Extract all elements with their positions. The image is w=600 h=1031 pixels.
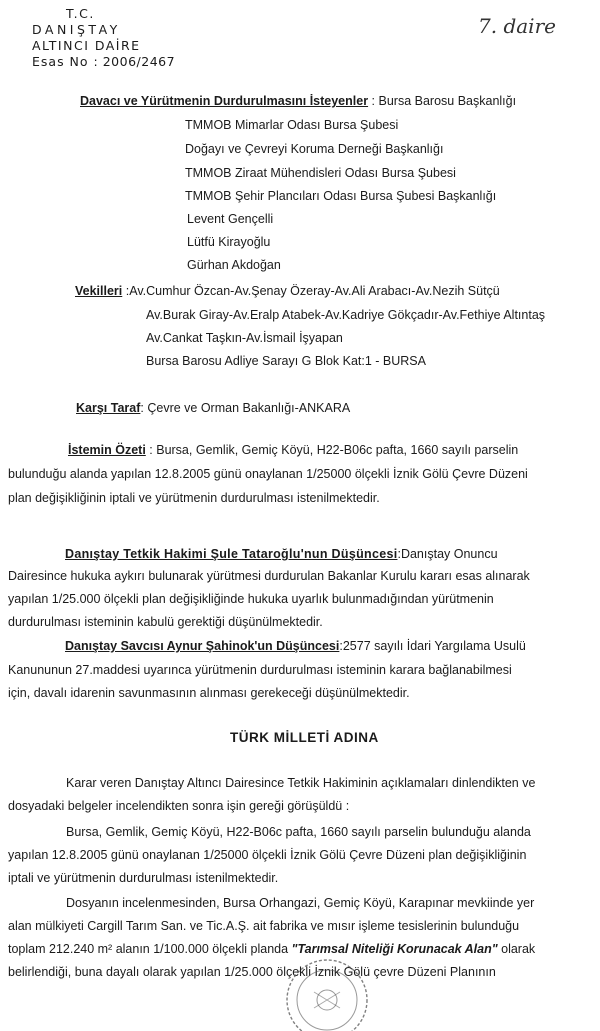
handwritten-note: 7. daire [478,14,556,38]
body-paragraph: dosyadaki belgeler incelendikten sonra işin gereği görüşüldü : [8,799,350,813]
defendant-label: Karşı Taraf [76,401,141,415]
defendant-value: : Çevre ve Orman Bakanlığı-ANKARA [140,401,351,415]
judge-opinion-text: durdurulması isteminin kabulü gerektiği düşünülmektedir. [8,615,323,629]
plaintiff-item: Levent Gençelli [187,212,274,226]
plaintiff-item: TMMOB Şehir Plancıları Odası Bursa Şubesi Başkanlığı [185,189,497,203]
body-text: olarak [497,942,536,956]
esas-label: Esas No [32,54,89,69]
attorneys-item: Av.Cankat Taşkın-Av.İsmail İşyapan [146,331,343,345]
plaintiff-first: : Bursa Barosu Başkanlığı [371,94,517,108]
prosecutor-opinion-line [65,639,526,653]
attorneys-address: Bursa Barosu Adliye Sarayı G Blok Kat:1 - BURSA [146,354,426,368]
body-paragraph: belirlendiği, buna dayalı olarak yapılan 1/25.000 ölçekli İznik Gölü çevre Düzeni Planının [8,965,496,979]
request-summary-label: İstemin Özeti [68,443,146,457]
attorneys-label: Vekilleri [75,284,123,298]
plaintiff-label: Davacı ve Yürütmenin Durdurulmasını İsteyenler [80,94,369,108]
body-paragraph: alan mülkiyeti Cargill Tarım San. ve Tic.A.Ş. ait fabrika ve mısır işleme tesislerinin bulunduğu [8,919,520,933]
plaintiff-item: Doğayı ve Çevreyi Koruma Derneği Başkanlığı [185,142,444,156]
decision-title: TÜRK MİLLETİ ADINA [230,730,379,745]
court-seal-stamp [268,952,386,1031]
judge-opinion-text: Dairesince hukuka aykırı bulunarak yürütmesi durdurulan Bakanlar Kurulu kararı esas alınarak [8,569,530,583]
prosecutor-opinion-text: Kanununun 27.maddesi uyarınca yürütmenin durdurulması isteminin karara bağlanabilmesi [8,663,512,677]
body-text: toplam 212.240 m² alanın 1/100.000 ölçekli planda [8,942,292,956]
attorneys-line [75,284,500,298]
body-paragraph: Dosyanın incelenmesinden, Bursa Orhangazi, Gemiç Köyü, Karapınar mevkiinde yer [66,896,535,910]
header-chamber: ALTINCI DAİRE [32,38,141,53]
plaintiff-item: Gürhan Akdoğan [187,258,281,272]
attorneys-item: Av.Burak Giray-Av.Eralp Atabek-Av.Kadriye Gökçadır-Av.Fethiye Altıntaş [146,308,546,322]
judge-opinion-line [65,547,498,561]
plaintiff-item: TMMOB Ziraat Mühendisleri Odası Bursa Şubesi [185,166,456,180]
judge-opinion-label: Danıştay Tetkik Hakimi Şule Tataroğlu'nun Düşüncesi [65,547,398,561]
request-summary-text: plan değişikliğinin iptali ve yürütmenin durdurulması istenilmektedir. [8,491,380,505]
judge-opinion-text: :Danıştay Onuncu [397,547,498,561]
body-paragraph: Karar veren Danıştay Altıncı Dairesince Tetkik Hakiminin açıklamaları dinlendikten ve [66,776,536,790]
defendant-line [76,401,350,415]
prosecutor-opinion-text: için, davalı idarenin savunmasının alınması gerekeceği düşünülmektedir. [8,686,410,700]
header-court: DANIŞTAY [32,22,121,37]
request-summary-text: bulunduğu alanda yapılan 12.8.2005 günü onaylanan 1/25000 ölçekli İznik Gölü Çevre Düzeni [8,467,528,481]
request-summary-line [68,443,518,457]
plaintiff-line [80,94,516,108]
prosecutor-opinion-label: Danıştay Savcısı Aynur Şahinok'un Düşüncesi [65,639,340,653]
body-paragraph: yapılan 12.8.2005 günü onaylanan 1/25000 ölçekli İznik Gölü Çevre Düzeni plan değişikliğinin [8,848,527,862]
body-quoted-term: "Tarımsal Niteliği Korunacak Alan" [291,942,498,956]
request-summary-text: : Bursa, Gemlik, Gemiç Köyü, H22-B06c pafta, 1660 sayılı parselin [149,443,519,457]
header-tc: T.C. [66,6,95,21]
prosecutor-opinion-text: :2577 sayılı İdari Yargılama Usulü [339,639,526,653]
esas-value: : 2006/2467 [93,54,176,69]
plaintiff-item: TMMOB Mimarlar Odası Bursa Şubesi [185,118,399,132]
judge-opinion-text: yapılan 1/25.000 ölçekli plan değişikliğinde hukuka uyarlık bulunmadığından yürütmenin [8,592,494,606]
body-paragraph: iptali ve yürütmenin durdurulması istenilmektedir. [8,871,279,885]
plaintiff-item: Lütfü Kirayoğlu [187,235,271,249]
body-paragraph: Bursa, Gemlik, Gemiç Köyü, H22-B06c pafta, 1660 sayılı parselin bulunduğu alanda [66,825,531,839]
header-case-number [32,54,175,69]
attorneys-first: :Av.Cumhur Özcan-Av.Şenay Özeray-Av.Ali Arabacı-Av.Nezih Sütçü [125,284,500,298]
